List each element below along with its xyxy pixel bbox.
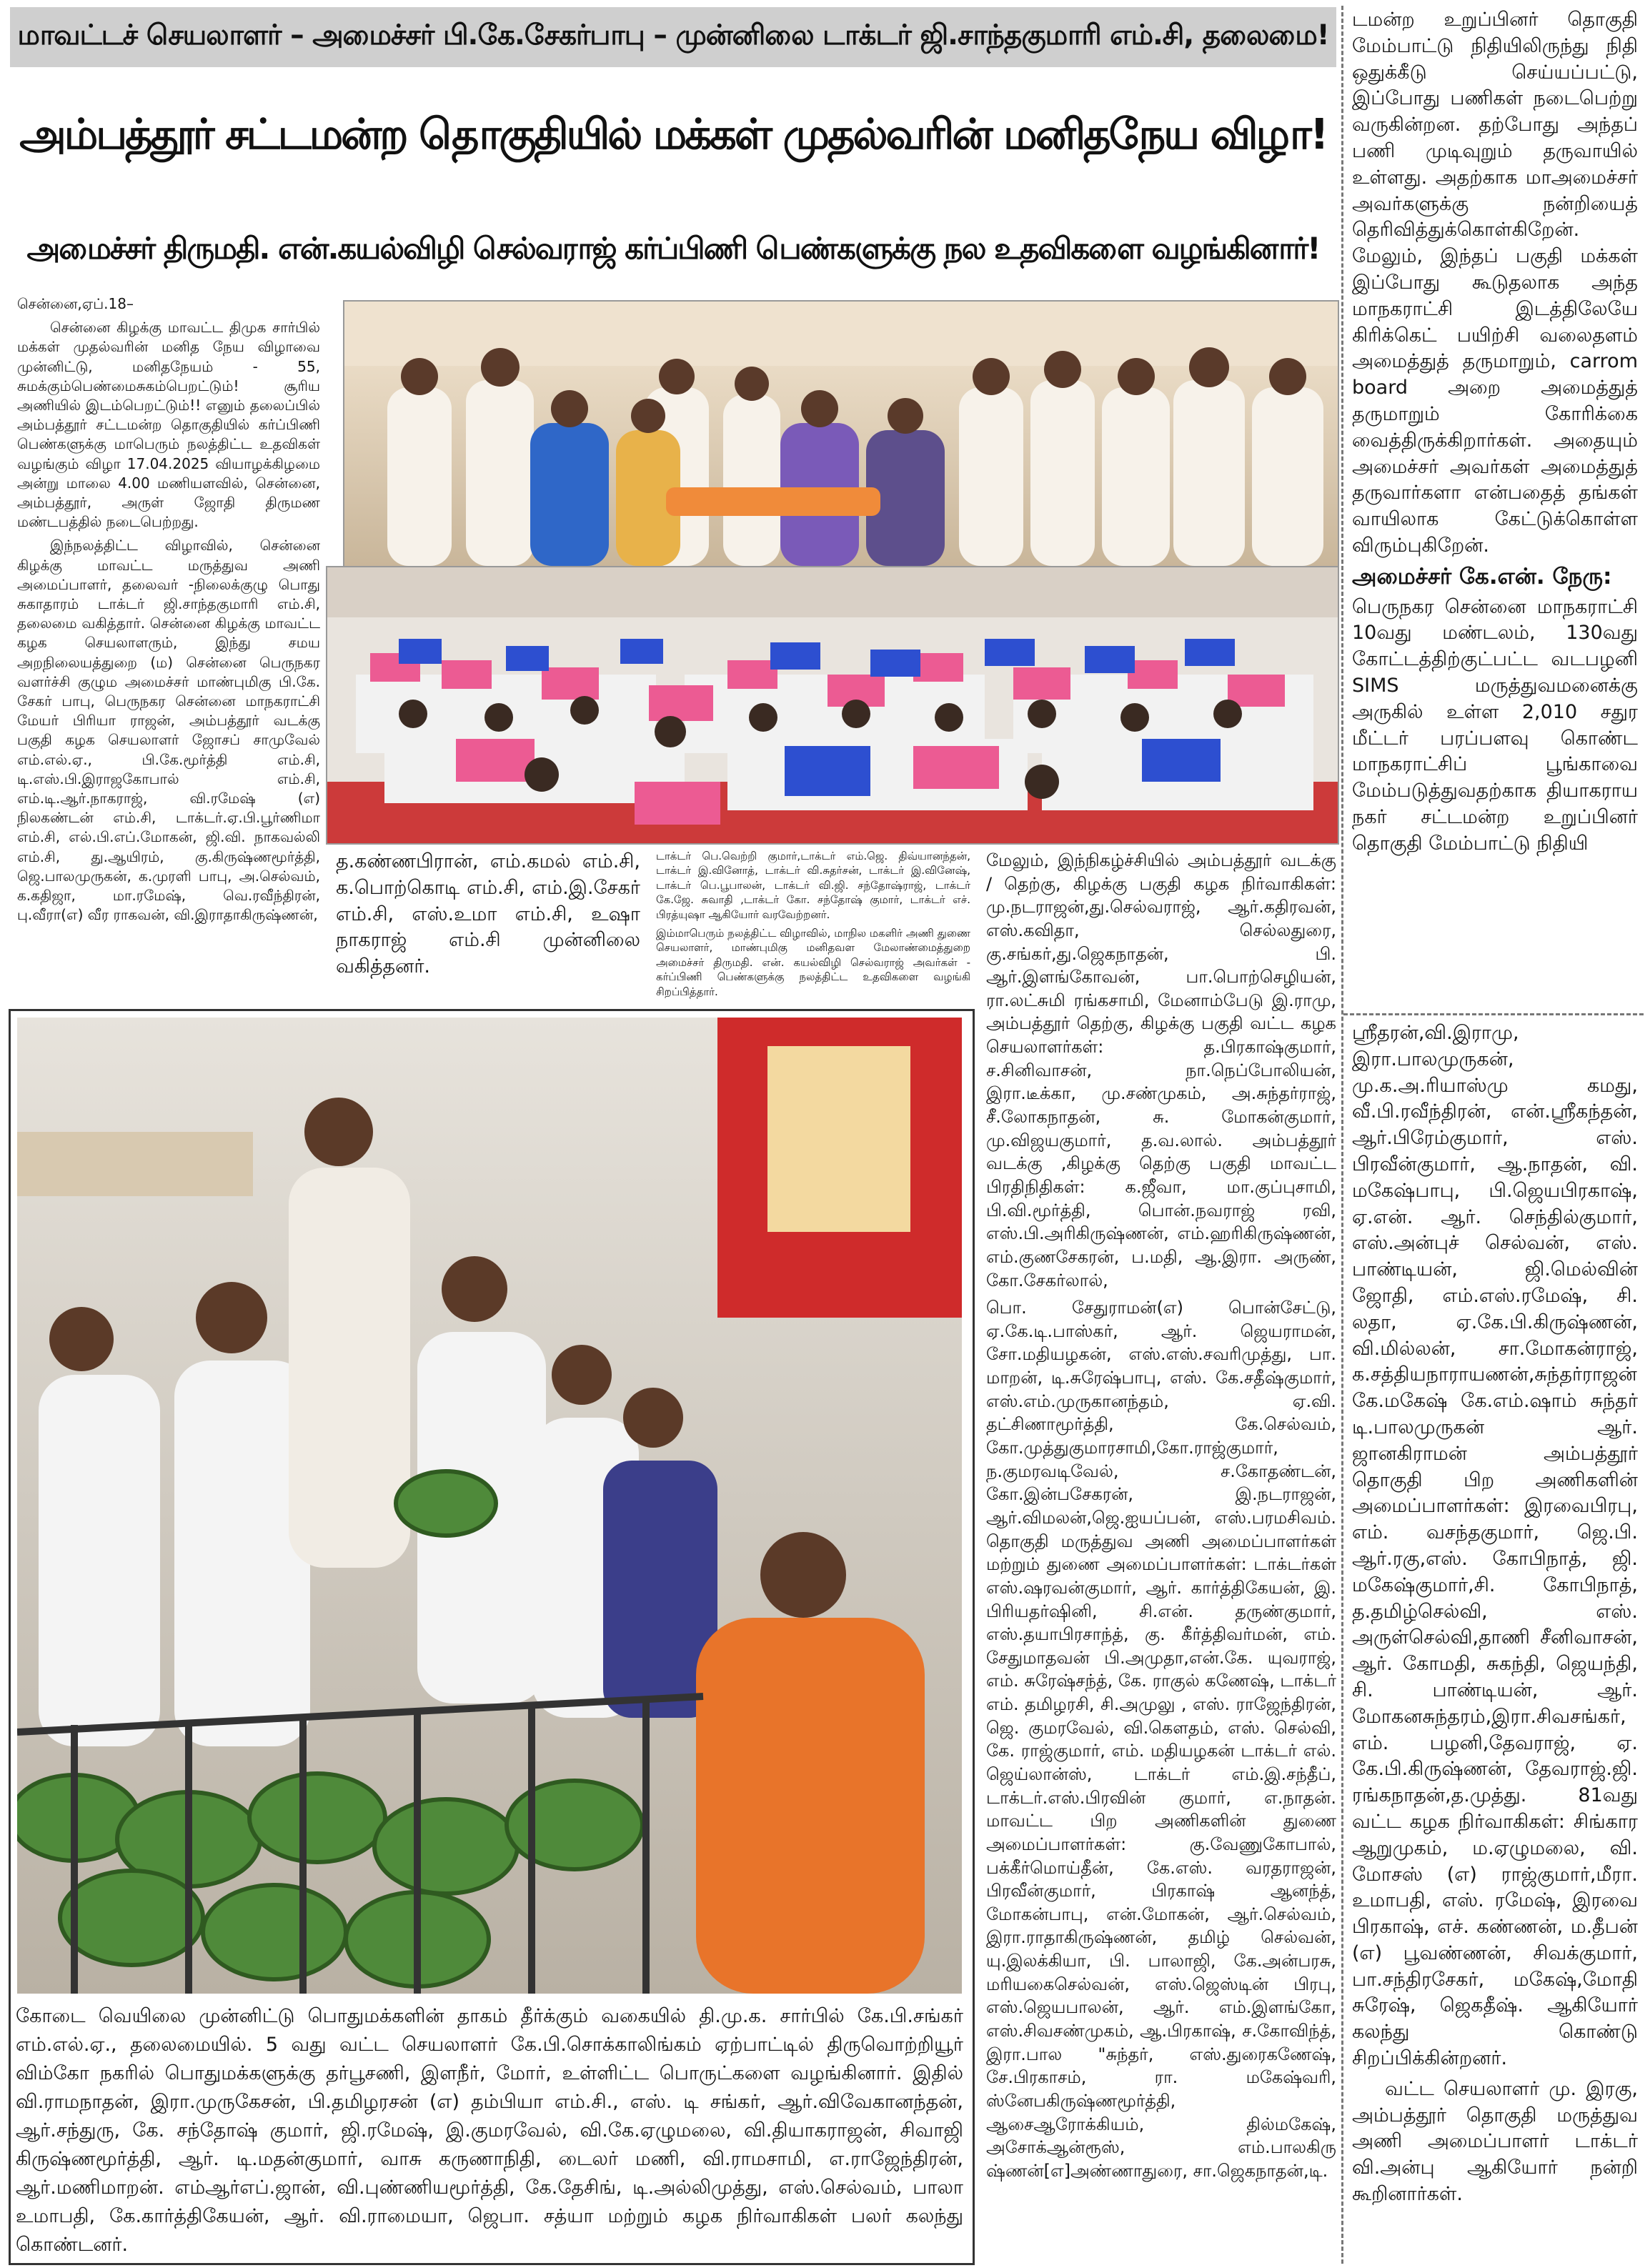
article-paragraph: டமன்ற உறுப்பினர் தொகுதி மேம்பாட்டு நிதியிலிருந்து நிதி ஒதுக்கீடு செய்யப்பட்டு, இப்போது பணிகள் நடைபெற்று வருகின்றன. தற்போது அந்தப் பணி முடிவுறும் தருவாயில் உள்ளது. அதற்காக மாஅமைச்சர் அவர்களுக்கு நன்றியைத் தெரிவித்துக்கொள்கிறேன். மேலும், இந்தப் பகுதி மக்கள் இப்போது கூடுதலாக அந்த மாநகராட்சி இடத்திலேயே கிரிக்கெட் பயிற்சி வலைதளம் அமைத்துத் தருமாறும், carrom board அறை அமைத்துத் தருமாறும் கோரிக்கை வைத்திருக்கிறார்கள். அதையும் அமைச்சர் அவர்கள் அமைத்துத் தருவார்களா என்பதைத் தங்கள் வாயிலாக கேட்டுக்கொள்ள விரும்புகிறேன். [1352, 9, 1638, 557]
article-paragraph: வட்ட செயலாளர் மு. இரகு, அம்பத்தூர் தொகுதி மருத்துவ அணி அமைப்பாளர் டாக்டர் வி.அன்பு ஆகியோர் நன்றி கூறினார்கள். [1352, 2077, 1638, 2206]
article-column-2 [336, 849, 640, 1008]
kicker-text: மாவட்டச் செயலாளர் – அமைச்சர் பி.கே.சேகர்பாபு – முன்னிலை டாக்டர் ஜி.சாந்தகுமாரி எம்.சி, தலைமை! [17, 19, 1329, 51]
article-column-4 [986, 849, 1336, 2264]
article-paragraph: டாக்டர் பெ.வெற்றி குமார்,டாக்டர் எம்.ஜெ. திவ்யானந்தன், டாக்டர் இ.வினோத், டாக்டர் வி.சுதர்சன், டாக்டர் இ.வினேஷ், டாக்டர் பெ.பூபாலன், டாக்டர் வி.ஜி. சந்தோஷ்ராஜ், டாக்டர் கே.ஜே. சுவாதி ,டாக்டர் கோ. சந்தோஷ் குமார், டாக்டர் எச். பிரத்யுஷா ஆகியோர் வரவேற்றனர். [656, 850, 970, 921]
article-paragraph: பொ. சேதுராமன்(எ) பொன்சேட்டு, ஏ.கே.டி.பாஸ்கர், ஆர். ஜெயராமன், சோ.மதியழகன், எஸ்.எஸ்.சவரிமுத்து, பா. மாறன், டி.சுரேஷ்பாபு, எஸ். கே.சதீஷ்குமார், எஸ்.எம்.முருகானந்தம், ஏ.வி. தட்சிணாமூர்த்தி, கே.செல்வம், கோ.முத்துகுமாரசாமி,கோ.ராஜ்குமார், ந.குமரவடிவேல், ச.கோதண்டன், கோ.இன்பசேகரன், இ.நடராஜன், ஆர்.விமலன்,ஜெ.ஐயப்பன், எஸ்.பரமசிவம். தொகுதி மருத்துவ அணி அமைப்பாளர்கள் மற்றும் துணை அமைப்பாளர்கள்: டாக்டர்கள் எஸ்.ஷரவன்குமார், ஆர். கார்த்திகேயன், இ. பிரியதர்ஷினி, சி.என். தருண்குமார், எஸ்.தயாபிரசாந்த், கு. கீர்த்திவர்மன், எம். சேதுமாதவன் பி.அமுதா,என்.கே. யுவராஜ், எம். சுரேஷ்சந்த், கே. ராகுல் கணேஷ், டாக்டர் எம். தமிழரசி, சி.அமுலு , எஸ். ராஜேந்திரன், ஜெ. குமரவேல், வி.கௌதம், எஸ். செல்வி, கே. ராஜ்குமார், எம். மதியழகன் டாக்டர் எல். ஜெய்லான்ஸ், டாக்டர் எம்.இ.சந்தீப், டாக்டர்.எஸ்.பிரவின் குமார், எ.நாதன். மாவட்ட பிற அணிகளின் துணை அமைப்பாளர்கள்: கு.வேணுகோபால், பக்கீர்மொய்தீன், கே.எஸ். வரதராஜன், பிரவீன்குமார், பிரகாஷ் ஆனந்த், மோகன்பாபு, என்.மோகன், ஆர்.செல்வம், இரா.ராதாகிருஷ்ணன், தமிழ் செல்வன், யு.இலக்கியா, பி. பாலாஜி, கே.அன்பரசு, மரியகைசெல்வன், எஸ்.ஜெஸ்டின் பிரபு, எஸ்.ஜெயபாலன், ஆர். எம்.இளங்கோ, எஸ்.சிவசண்முகம், ஆ.பிரகாஷ், ச.கோவிந்த், இரா.பால "சுந்தர், எஸ்.துரைகணேஷ், சே.பிரகாசம், ரா. மகேஷ்வரி, ஸ்னேபகிருஷ்ணமூர்த்தி, ஆசைஆரோக்கியம், தில்மகேஷ், அசோக்ஆன்ரூஸ், எம்.பாலகிரு ஷ்ணன்[எ]அண்ணாதுரை, சா.ஜெகநாதன்,டி. [986, 1298, 1336, 2181]
story-divider-right [1343, 1013, 1644, 1015]
photo-hall-baskets-image [327, 567, 1338, 843]
photo-hall-baskets [326, 566, 1339, 845]
article-column-1 [17, 294, 320, 1005]
article-paragraph: இம்மாபெரும் நலத்திட்ட விழாவில், மாநில மகளிர் அணி துணை செயலாளர், மாண்புமிகு மனிதவள மேலாண்மைத்துறை அமைச்சர் திருமதி. என். கயல்விழி செல்வராஜ் அவர்கள் - கர்ப்பிணி பெண்களுக்கு நலத்திட்ட உதவிகளை வழங்கி சிறப்பித்தார். [656, 927, 970, 998]
article-right-bottom [1352, 1020, 1638, 2264]
article-paragraph: பெருநகர சென்னை மாநகராட்சி 10வது மண்டலம், 130வது கோட்டத்திற்குட்பட்ட வடபழனி SIMS மருத்துவமனைக்கு அருகில் உள்ள 2,010 சதுர மீட்டர் பரப்பளவு கொண்ட மாநகராட்சிப் பூங்காவை மேம்படுத்துவதற்காக தியாகராய நகர் சட்டமன்ற உறுப்பினர் தொகுதி மேம்பாட்டு நிதியி [1352, 595, 1638, 855]
kicker-banner [10, 7, 1336, 67]
article-dateline: சென்னை,ஏப்.18– [17, 295, 134, 312]
photo-caption: கோடை வெயிலை முன்னிட்டு பொதுமக்களின் தாகம் தீர்க்கும் வகையில் தி.மு.க. சார்பில் கே.பி.சங்கர் எம்.எல்.ஏ., தலைமையில். 5 வது வட்ட செயலாளர் கே.பி.சொக்காலிங்கம் ஏற்பாட்டில் திருவொற்றியூர் விம்கோ நகரில் பொதுமக்களுக்கு தர்பூசணி, இளநீர், மோர், உள்ளிட்ட பொருட்களை வழங்கினார். இதில் வி.ராமநாதன், இரா.முருகேசன், பி.தமிழரசன் (எ) தம்பியா எம்.சி., எஸ். டி சங்கர், ஆர்.விவேகானந்தன், ஆர்.சந்துரு, கே. சந்தோஷ் குமார், ஜி.ரமேஷ், இ.குமரவேல், வி.கே.ஏழுமலை, வி.தியாகராஜன், சிவாஜி கிருஷ்ணமூர்த்தி, ஆர். டி.மதன்குமார், வாசு கருணாநிதி, டைலர் மணி, வி.ராமசாமி, எ.ராஜேந்திரன், ஆர்.மணிமாறன். எம்ஆர்எப்.ஜான், வி.புண்ணியமூர்த்தி, கே.தேசிங், டி.அல்லிமுத்து, எஸ்.செல்வம், பாலா உமாபதி, கே.கார்த்திகேயன், ஆர். வி.ராமையா, ஜெபா. சத்யா மற்றும் கழக நிர்வாகிகள் பலர் கலந்து கொண்டனர். [16, 2005, 963, 2256]
article-paragraph: ஸ்ரீதரன்,வி.இராமு, இரா.பாலமுருகன், மு.க.அ.ரியாஸ்மு கமது, வீ.பி.ரவீந்திரன், என்.ஸ்ரீகந்தன், ஆர்.பிரேம்குமார், எஸ். பிரவீன்குமார், ஆ.நாதன், வி. மகேஷ்பாபு, பி.ஜெயபிரகாஷ், ஏ.என். ஆர். செந்தில்குமார், எஸ்.அன்புச் செல்வன், எஸ். பாண்டியன், ஜி.மெல்வின் ஜோதி, எம்.எஸ்.ரமேஷ், சி. லதா, ஏ.கே.பி.கிருஷ்ணன், வி.மில்லன், சா.மோகன்ராஜ், க.சத்தியநாராயணன்,சுந்தர்ராஜன் கே.மகேஷ் கே.எம்.ஷாம் சுந்தர் டி.பாலமுருகன் ஆர். ஜானகிராமன் அம்பத்தூர் தொகுதி பிற அணிகளின் அமைப்பாளர்கள்: இரவைபிரபு, எம். வசந்தகுமார், ஜெ.பி. ஆர்.ரகு,எஸ். கோபிநாத், ஜி. மகேஷ்குமார்,சி. கோபிநாத், த.தமிழ்செல்வி, எஸ். அருள்செல்வி,தாணி சீனிவாசன், ஆர். கோமதி, சுகந்தி, ஜெயந்தி, சி. பாண்டியன், ஆர். மோகனசுந்தரம்,இரா.சிவசங்கர், எம். பழனி,தேவராஜ், ஏ. கே.பி.கிருஷ்ணன், தேவராஜ்.ஜி. ரங்கநாதன்,த.முத்து. 81வது வட்ட கழக நிர்வாகிகள்: சிங்கார ஆறுமுகம், ம.ஏழுமலை, வி. மோசஸ் (எ) ராஜ்குமார்,மீரா. உமாபதி, எஸ். ரமேஷ், இரவை பிரகாஷ், எச். கண்ணன், ம.தீபன் (எ) பூவண்ணன், சிவக்குமார், பா.சந்திரசேகர், மகேஷ்,மோதி சுரேஷ், ஜெகதீஷ். ஆகியோர் கலந்து கொண்டு சிறப்பிக்கின்றனர். [1352, 1022, 1638, 2070]
article-right-top [1352, 7, 1638, 1008]
article-paragraph: சென்னை கிழக்கு மாவட்ட திமுக சார்பில் மக்கள் முதல்வரின் மனித நேய விழாவை முன்னிட்டு, மனிதநேயம் - 55, சுமக்கும்பெண்மைசுகம்பெறட்டும்! சூரிய அணியில் இடம்பெறட்டும்!! எனும் தலைப்பில் அம்பத்தூர் சட்டமன்ற தொகுதியில் கர்ப்பிணி பெண்களுக்கு மாபெரும் நலத்திட்ட உதவிகள் வழங்கும் விழா 17.04.2025 வியாழக்கிழமை அன்று மாலை 4.00 மணியளவில், சென்னை, அம்பத்தூர், அருள் ஜோதி திருமண மண்டபத்தில் நடைபெற்றது. [17, 319, 320, 531]
article-paragraph: மேலும், இந்நிகழ்ச்சியில் அம்பத்தூர் வடக்கு / தெற்கு, கிழக்கு பகுதி கழக நிர்வாகிகள்: மு.நடராஜன்,து.செல்வராஜ், ஆர்.கதிரவன், எஸ்.கவிதா, செல்லதுரை, கு.சங்கர்,து.ஜெகநாதன், பி. ஆர்.இளங்கோவன், பா.பொற்செழியன், ரா.லட்சுமி ரங்கசாமி, மேனாம்பேடு இ.ராமு, அம்பத்தூர் தெற்கு, கிழக்கு பகுதி வட்ட கழக செயலாளர்கள்: த.பிரகாஷ்குமார், ச.சினிவாசன், நா.நெப்போலியன், இரா.டீக்கா, மு.சண்முகம், அ.சுந்தர்ராஜ், சீ.லோகநாதன், சு. மோகன்குமார், மு.விஜயகுமார், த.வ.லால். அம்பத்தூர் வடக்கு ,கிழக்கு தெற்கு பகுதி மாவட்ட பிரதிநிதிகள்: க.ஜீவா, மா.குப்புசாமி, பி.வி.மூர்த்தி, பொன்.நவராஜ் ரவி, எஸ்.பி.அரிகிருஷ்ணன், எம்.ஹரிகிருஷ்ணன், எம்.குணசேகரன், ப.மதி, ஆ.இரா. அருண், கோ.சேகர்லால், [986, 850, 1336, 1290]
article-paragraph: இந்நலத்திட்ட விழாவில், சென்னை கிழக்கு மாவட்ட மருத்துவ அணி அமைப்பாளர், தலைவர் -நிலைக்குழு பொது சுகாதாரம் டாக்டர் ஜி.சாந்தகுமாரி எம்.சி, தலைமை வகித்தார். சென்னை கிழக்கு மாவட்ட கழக செயலாளரும், இந்து சமய அறநிலையத்துறை (ம) சென்னை பெருநகர வளர்ச்சி குழும அமைச்சர் மாண்புமிகு பி.கே. சேகர் பாபு, பெருநகர சென்னை மாநகராட்சி மேயர் பிரியா ராஜன், அம்பத்தூர் வடக்கு பகுதி கழக செயலாளர் ஜோசப் சாமுவேல் எம்.எல்.ஏ., பி.கே.மூர்த்தி எம்.சி, டி.எஸ்.பி.இராஜகோபால் எம்.சி, எம்.டி.ஆர்.நாகராஜ், வி.ரமேஷ் (எ) நிலகண்டன் எம்.சி, டாக்டர்.ஏ.பி.பூர்ணிமா எம்.சி, எல்.பி.எப்.மோகன், ஜி.வி. நாகவல்லி எம்.சி, து.ஆயிரம், கு.கிருஷ்ணமூர்த்தி, ஜெ.பாலமுருகன், க.முரளி பாபு, அ.செல்வம், க.கதிஜா, மா.ரமேஷ், வெ.ரவீந்திரன், பு.வீரா(எ) வீர ராகவன், வி.இராதாகிருஷ்ணன், [17, 537, 320, 924]
photo-stage-group-image [344, 302, 1338, 566]
article-column-3 [656, 849, 970, 1008]
subheadline [10, 207, 1336, 293]
column-divider-main [1341, 6, 1343, 2264]
section-subtitle: அமைச்சர் கே.என். நேரு: [1352, 563, 1612, 590]
photo-watermelon-distribution [17, 1018, 962, 1994]
article-paragraph: த.கண்ணபிரான், எம்.கமல் எம்.சி, க.பொற்கொடி எம்.சி, எம்.இ.சேகர் எம்.சி, எஸ்.உமா எம்.சி, உஷா நாகராஜ் எம்.சி முன்னிலை வகித்தனர். [336, 850, 640, 978]
photo-watermelon-image [17, 1018, 962, 1994]
photo-stage-group [343, 300, 1339, 567]
headline [10, 76, 1336, 197]
subheadline-text: அமைச்சர் திருமதி. என்.கயல்விழி செல்வராஜ் கர்ப்பிணி பெண்களுக்கு நல உதவிகளை வழங்கினார்! [26, 230, 1320, 266]
headline-text: அம்பத்தூர் சட்டமன்ற தொகுதியில் மக்கள் முதல்வரின் மனிதநேய விழா! [19, 109, 1327, 159]
